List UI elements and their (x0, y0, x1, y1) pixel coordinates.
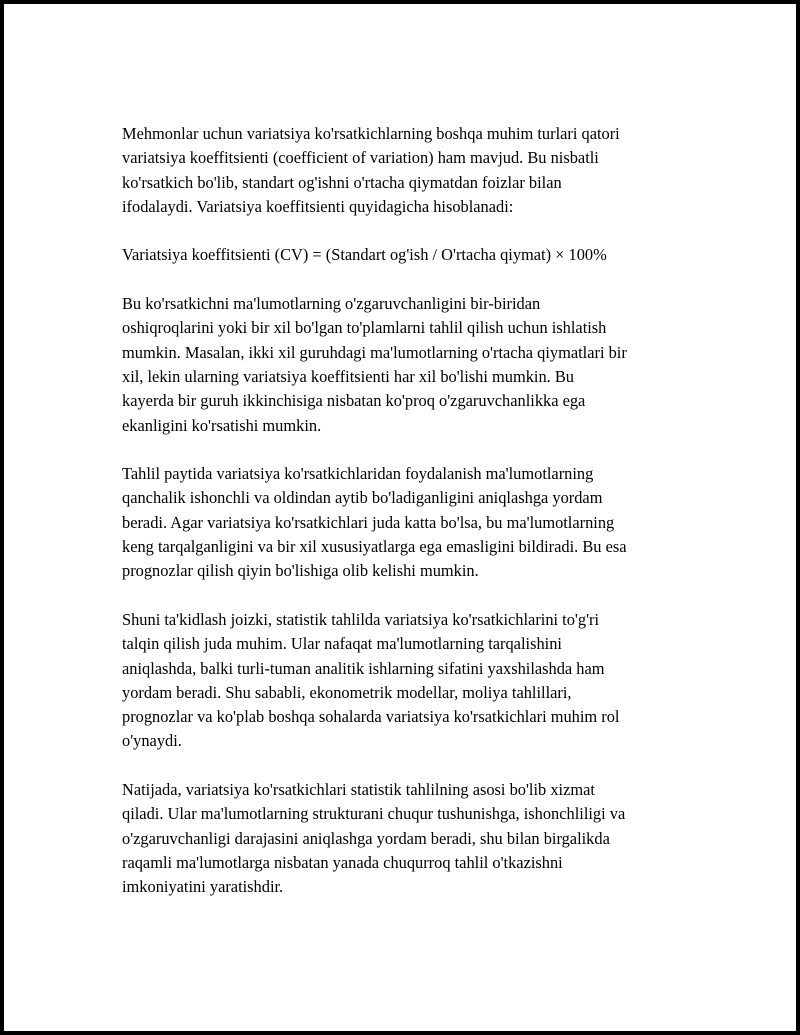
document-body (122, 122, 707, 900)
paragraph-conclusion: Natijada, variatsiya ko'rsatkichlari statistik tahlilning asosi bo'lib xizmat qiladi. Ular ma'lumotlarning strukturani chuqur tushunishga, ishonchliligi va o'zgaruvchanligi darajasini aniqlashga yordam beradi, shu bilan birgalikda raqamli ma'lumotlarga nisbatan yanada chuqurroq tahlil o'tkazishni imkoniyatini yaratishdir. (122, 780, 626, 897)
paragraph-importance: Shuni ta'kidlash joizki, statistik tahlilda variatsiya ko'rsatkichlarini to'g'ri talqin qilish juda muhim. Ular nafaqat ma'lumotlarning tarqalishini aniqlashda, balki turli-tuman analitik ishlarning sifatini yaxshilashda ham yordam beradi. Shu sababli, ekonometrik modellar, moliya tahlillari, prognozlar va ko'plab boshqa sohalarda variatsiya ko'rsatkichlari muhim rol o'ynaydi. (122, 609, 620, 751)
paragraph-intro: Mehmonlar uchun variatsiya ko'rsatkichlarning boshqa muhim turlari qatori variatsiya koeffitsienti (coefficient of variation) ham mavjud. Bu nisbatli ko'rsatkich bo'lib, standart og'ishni o'rtacha qiymatdan foizlar bilan ifodalaydi. Variatsiya koeffitsienti quyidagicha hisoblanadi: (122, 124, 620, 216)
paragraph-usage: Bu ko'rsatkichni ma'lumotlarning o'zgaruvchanligini bir-biridan oshiqroqlarini yoki bir xil bo'lgan to'plamlarni tahlil qilish uchun ishlatish mumkin. Masalan, ikki xil guruhdagi ma'lumotlarning o'rtacha qiymatlari bir xil, lekin ularning variatsiya koeffitsienti har xil bo'lishi mumkin. Bu kayerda bir guruh ikkinchisiga nisbatan ko'proq o'zgaruvchanlikka ega ekanligini ko'rsatishi mumkin. (122, 294, 627, 435)
paragraph-formula: Variatsiya koeffitsienti (CV) = (Standart og'ish / O'rtacha qiymat) × 100% (122, 245, 607, 265)
paragraph-analysis: Tahlil paytida variatsiya ko'rsatkichlaridan foydalanish ma'lumotlarning qanchalik ishonchli va oldindan aytib bo'ladiganligini aniqlashga yordam beradi. Agar variatsiya ko'rsatkichlari juda katta bo'lsa, bu ma'lumotlarning keng tarqalganligini va bir xil xususiyatlarga ega emasligini bildiradi. Bu esa prognozlar qilish qiyin bo'lishiga olib kelishi mumkin. (122, 464, 627, 581)
